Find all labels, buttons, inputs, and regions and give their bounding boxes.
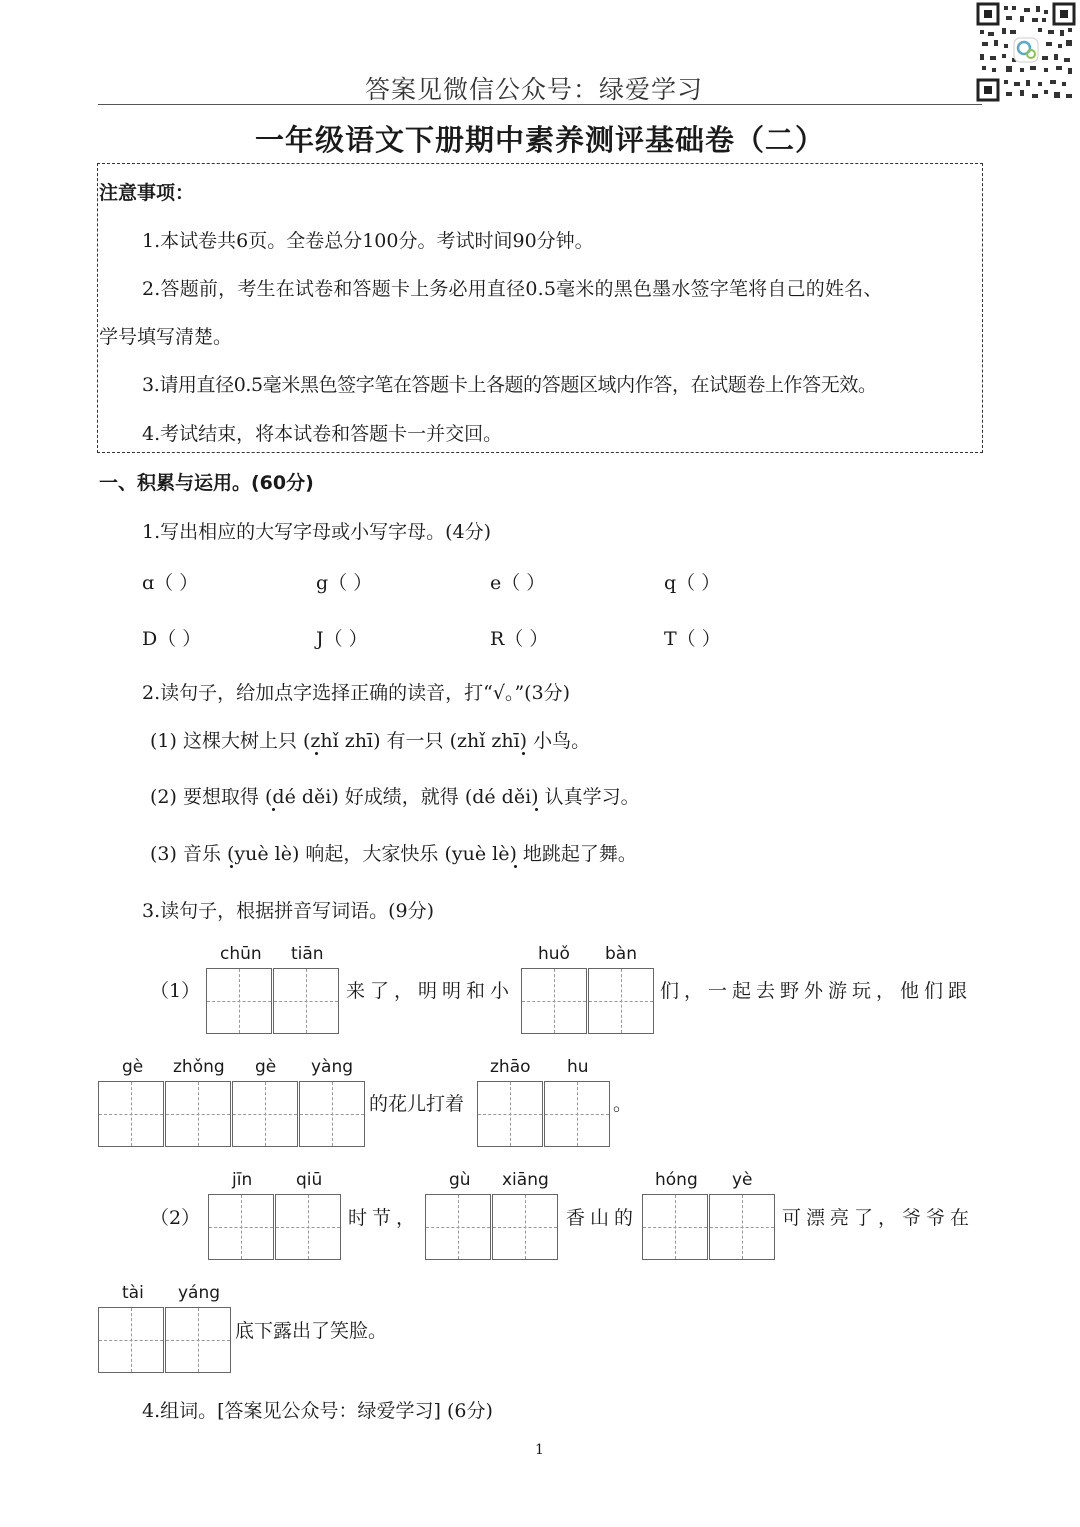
q1-item: J（ ） <box>316 628 368 650</box>
header-rule <box>98 104 982 105</box>
notice-heading: 注意事项： <box>99 182 195 204</box>
writing-grid-cell[interactable] <box>709 1194 775 1260</box>
writing-grid-cell[interactable] <box>299 1081 365 1147</box>
emphasis-dot <box>522 752 525 755</box>
page-title: 一年级语文下册期中素养测评基础卷（二） <box>254 123 825 157</box>
pinyin: qiū <box>296 1170 323 1190</box>
writing-grid-cell[interactable] <box>273 968 339 1034</box>
q4-text: 4.组词。[答案见公众号：绿爱学习] (6分) <box>142 1400 493 1422</box>
writing-grid-cell[interactable] <box>165 1307 231 1373</box>
q2-sentence-3: (3) 音乐 (yuè lè) 响起，大家快乐 (yuè lè) 地跳起了舞。 <box>150 843 637 865</box>
section-1-title: 一、积累与运用。(60分) <box>99 472 314 494</box>
q3-text-segment: 底下露出了笑脸。 <box>235 1320 388 1342</box>
q1-item: e（ ） <box>490 572 546 594</box>
writing-grid-cell[interactable] <box>642 1194 708 1260</box>
writing-grid-cell[interactable] <box>544 1081 610 1147</box>
q1-item: g（ ） <box>316 572 373 594</box>
q3-text-segment: 可漂亮了，爷爷在 <box>782 1207 975 1229</box>
q3-text-segment: 来了，明明和小 <box>346 980 515 1002</box>
q3-text-segment: 的花儿打着 <box>369 1093 465 1115</box>
pinyin: jīn <box>232 1170 253 1190</box>
emphasis-dot <box>272 808 275 811</box>
q1-item: ɑ（ ） <box>142 572 199 594</box>
header-watermark-text: 答案见微信公众号：绿爱学习 <box>365 75 704 104</box>
pinyin: yè <box>732 1170 753 1190</box>
writing-grid-cell[interactable] <box>425 1194 491 1260</box>
pinyin: gè <box>255 1057 277 1077</box>
q2-sentence-1: (1) 这棵大树上只 (zhǐ zhī) 有一只 (zhǐ zhī) 小鸟。 <box>150 730 591 752</box>
pinyin: huǒ <box>538 944 570 964</box>
notice-item-4: 4.考试结束，将本试卷和答题卡一并交回。 <box>142 423 503 445</box>
q1-text: 1.写出相应的大写字母或小写字母。(4分) <box>142 521 492 543</box>
writing-grid-cell[interactable] <box>208 1194 274 1260</box>
pinyin: tài <box>122 1283 144 1303</box>
qr-code-icon <box>976 2 1076 102</box>
pinyin: zhāo <box>490 1057 531 1077</box>
notice-item-3: 3.请用直径0.5毫米黑色签字笔在答题卡上各题的答题区域内作答，在试题卷上作答无效。 <box>142 374 877 396</box>
notice-item-2: 2.答题前，考生在试卷和答题卡上务必用直径0.5毫米的黑色墨水签字笔将自己的姓名、 <box>142 278 883 300</box>
writing-grid-cell[interactable] <box>206 968 272 1034</box>
writing-grid-cell[interactable] <box>232 1081 298 1147</box>
pinyin: gè <box>122 1057 144 1077</box>
q2-text: 2.读句子，给加点字选择正确的读音，打“√。”(3分) <box>142 682 571 704</box>
q1-item: R（ ） <box>490 628 549 650</box>
emphasis-dot <box>514 865 517 868</box>
emphasis-dot <box>230 865 233 868</box>
q2-sentence-2: (2) 要想取得 (dé děi) 好成绩，就得 (dé děi) 认真学习。 <box>150 786 640 808</box>
writing-grid-cell[interactable] <box>521 968 587 1034</box>
pinyin: zhǒng <box>173 1057 225 1077</box>
page-number: 1 <box>535 1442 544 1458</box>
q3-part-2-label: （2） <box>150 1207 201 1229</box>
q3-text: 3.读句子，根据拼音写词语。(9分) <box>142 900 435 922</box>
q3-text-segment: 时节， <box>348 1207 421 1229</box>
pinyin: tiān <box>291 944 324 964</box>
pinyin: hóng <box>655 1170 698 1190</box>
emphasis-dot <box>535 808 538 811</box>
writing-grid-cell[interactable] <box>275 1194 341 1260</box>
emphasis-dot <box>315 752 318 755</box>
writing-grid-cell[interactable] <box>98 1307 164 1373</box>
q1-item: D（ ） <box>142 628 202 650</box>
pinyin: yáng <box>178 1283 221 1303</box>
writing-grid-cell[interactable] <box>98 1081 164 1147</box>
q3-text-segment: 香山的 <box>566 1207 639 1229</box>
pinyin: xiāng <box>502 1170 549 1190</box>
notice-item-1: 1.本试卷共6页。全卷总分100分。考试时间90分钟。 <box>142 230 594 252</box>
q3-text-segment: 们，一起去野外游玩，他们跟 <box>660 980 973 1002</box>
pinyin: yàng <box>311 1057 354 1077</box>
q1-item: q（ ） <box>664 572 721 594</box>
notice-box <box>97 163 983 453</box>
writing-grid-cell[interactable] <box>492 1194 558 1260</box>
writing-grid-cell[interactable] <box>588 968 654 1034</box>
pinyin: hu <box>567 1057 589 1077</box>
q3-part-1-label: （1） <box>150 980 201 1002</box>
q3-text-segment: 。 <box>613 1093 633 1115</box>
pinyin: chūn <box>220 944 262 964</box>
writing-grid-cell[interactable] <box>477 1081 543 1147</box>
notice-item-2-cont: 学号填写清楚。 <box>99 326 233 348</box>
writing-grid-cell[interactable] <box>165 1081 231 1147</box>
pinyin: bàn <box>605 944 637 964</box>
q1-item: T（ ） <box>664 628 721 650</box>
pinyin: gù <box>449 1170 471 1190</box>
